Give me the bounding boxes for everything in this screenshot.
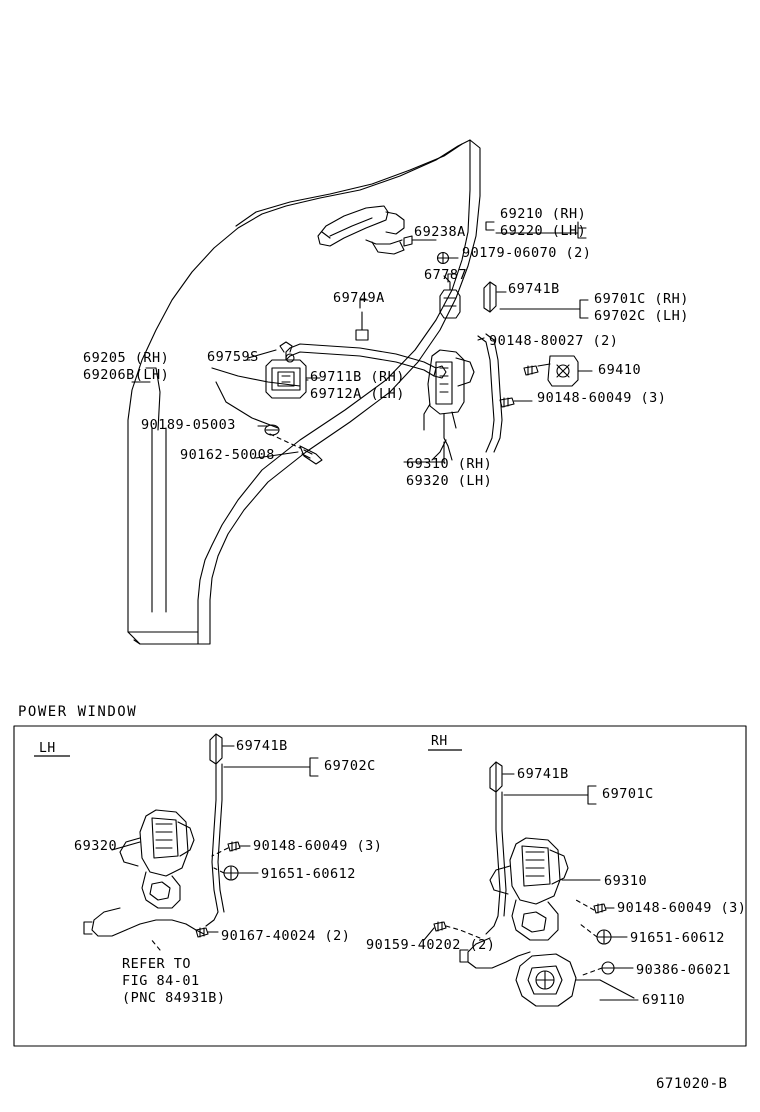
part-label-69206B: 69206B(LH) — [83, 367, 170, 383]
part-label-67787: 67787 — [424, 267, 468, 283]
part-label-91651-60612-rh: 91651-60612 — [630, 930, 725, 946]
part-label-69741B-lh: 69741B — [236, 738, 288, 754]
part-label-90159-40202: 90159-40202 (2) — [366, 937, 496, 953]
part-label-69702C: 69702C (LH) — [594, 308, 689, 324]
part-label-69712A: 69712A (LH) — [310, 386, 405, 402]
refer-note-line3: (PNC 84931B) — [122, 990, 226, 1006]
diagram-footer-code: 671020-B — [656, 1076, 728, 1092]
part-label-69320-upper: 69320 (LH) — [406, 473, 493, 489]
part-label-69310-lower: 69310 — [604, 873, 648, 889]
part-label-90167-40024: 90167-40024 (2) — [221, 928, 351, 944]
part-label-90386-06021: 90386-06021 — [636, 962, 731, 978]
section-title-power-window: POWER WINDOW — [18, 704, 138, 720]
part-label-69702C-lower: 69702C — [324, 758, 376, 774]
side-tag-lh: LH — [39, 741, 56, 756]
part-label-69701C-lower: 69701C — [602, 786, 654, 802]
part-label-69759S: 69759S — [207, 349, 259, 365]
part-label-69749A: 69749A — [333, 290, 385, 306]
refer-note-line1: REFER TO — [122, 956, 192, 972]
part-label-69210: 69210 (RH) — [500, 206, 587, 222]
part-label-69310-upper: 69310 (RH) — [406, 456, 493, 472]
part-label-90148-60049-lh: 90148-60049 (3) — [253, 838, 383, 854]
part-label-69741B-rh: 69741B — [517, 766, 569, 782]
part-label-69410: 69410 — [598, 362, 642, 378]
part-label-69220: 69220 (LH) — [500, 223, 587, 239]
part-label-69205: 69205 (RH) — [83, 350, 170, 366]
part-label-69238A: 69238A — [414, 224, 466, 240]
part-label-69711B: 69711B (RH) — [310, 369, 405, 385]
part-label-90189-05003: 90189-05003 — [141, 417, 236, 433]
part-label-69320-lower: 69320 — [74, 838, 118, 854]
part-label-90179-06070: 90179-06070 (2) — [462, 245, 592, 261]
part-label-69741B-upper: 69741B — [508, 281, 560, 297]
part-label-69110: 69110 — [642, 992, 686, 1008]
part-label-90148-80027: 90148-80027 (2) — [489, 333, 619, 349]
part-label-91651-60612-lh: 91651-60612 — [261, 866, 356, 882]
side-tag-rh: RH — [431, 734, 448, 749]
part-label-90148-60049-rh: 90148-60049 (3) — [617, 900, 747, 916]
part-label-90162-50008: 90162-50008 — [180, 447, 275, 463]
part-label-69701C: 69701C (RH) — [594, 291, 689, 307]
part-label-90148-60049-upper: 90148-60049 (3) — [537, 390, 667, 406]
refer-note-line2: FIG 84-01 — [122, 973, 200, 989]
